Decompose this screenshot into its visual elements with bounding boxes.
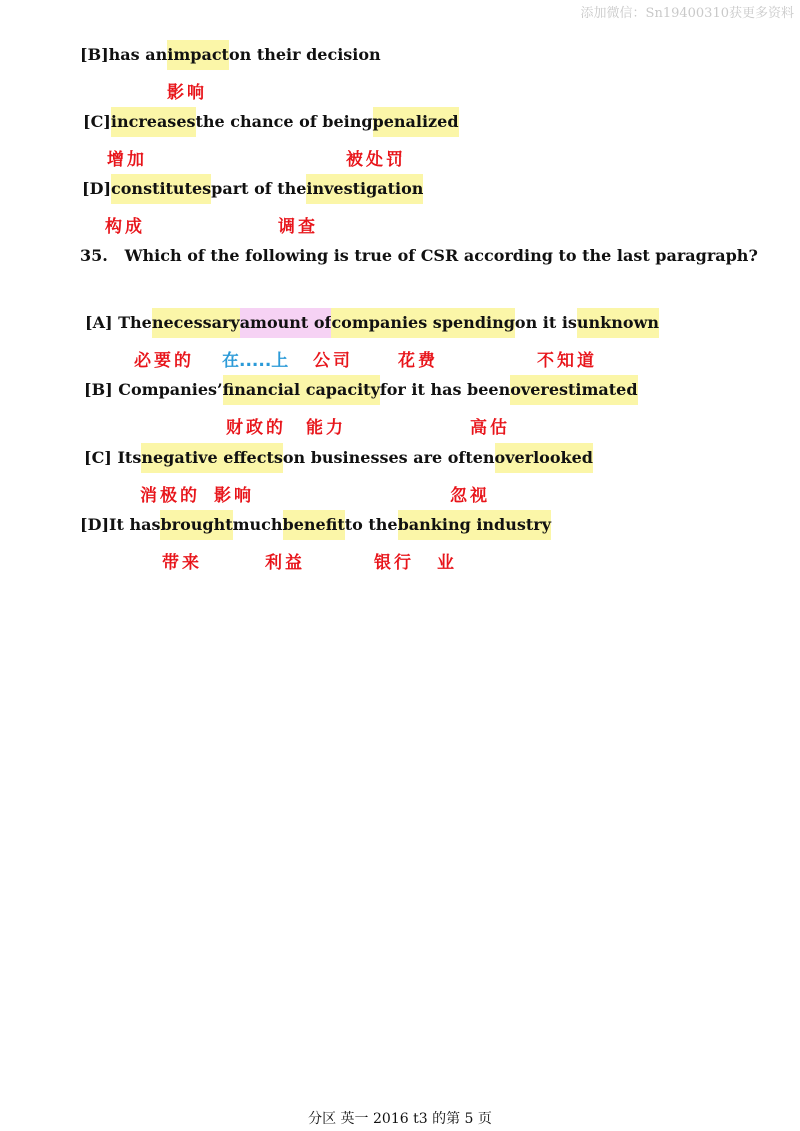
gloss-amount-of: 在.....上 — [222, 351, 289, 371]
highlighted-word: overestimated — [510, 375, 637, 405]
gloss-overlooked: 忽视 — [450, 486, 490, 506]
option-text: on businesses are often — [282, 448, 495, 467]
highlighted-word: brought — [160, 510, 232, 540]
option-text: [D] — [82, 179, 112, 198]
option-text: part of the — [211, 179, 307, 198]
option-text: [B]has an — [80, 45, 168, 64]
highlighted-word: impact — [167, 40, 229, 70]
highlighted-word: unknown — [577, 308, 659, 338]
gloss-financial: 财政的 — [226, 418, 286, 438]
gloss-brought: 带来 — [162, 553, 202, 573]
gloss-impact: 影响 — [167, 83, 207, 103]
gloss-overestimated: 高估 — [470, 418, 510, 438]
question-number: 35. — [80, 246, 108, 265]
watermark-text: 添加微信：Sn19400310获更多资料 — [580, 6, 794, 21]
option-text: [C] — [83, 112, 111, 131]
highlighted-word: penalized — [373, 107, 459, 137]
option-text: much — [232, 515, 283, 534]
gloss-negative: 消极的 — [140, 486, 200, 506]
option-b-q34 — [80, 40, 381, 70]
highlighted-word: increases — [111, 107, 196, 137]
option-text: for it has been — [379, 380, 511, 399]
option-text: [D]It has — [80, 515, 161, 534]
gloss-increases: 增加 — [107, 150, 147, 170]
gloss-benefit: 利益 — [265, 553, 305, 573]
gloss-capacity: 能力 — [306, 418, 346, 438]
option-text: [B] Companies’ — [84, 380, 223, 399]
highlighted-word: companies spending — [331, 308, 514, 338]
gloss-constitutes: 构成 — [105, 217, 145, 237]
highlighted-word: constitutes — [111, 174, 211, 204]
highlighted-word: banking industry — [398, 510, 551, 540]
option-text: [C] Its — [84, 448, 142, 467]
option-c-q34 — [83, 107, 459, 137]
highlighted-word: investigation — [306, 174, 423, 204]
highlighted-word: benefit — [283, 510, 345, 540]
gloss-effects: 影响 — [214, 486, 254, 506]
gloss-penalized: 被处罚 — [346, 150, 406, 170]
option-text: on it is — [514, 313, 577, 332]
option-a-q35 — [85, 308, 659, 338]
highlighted-word: overlooked — [495, 443, 593, 473]
option-d-q34 — [82, 174, 423, 204]
option-text: the chance of being — [195, 112, 373, 131]
highlighted-phrase-pink: amount of — [240, 308, 332, 338]
gloss-banking: 银行 — [374, 553, 414, 573]
option-c-q35 — [84, 443, 593, 473]
highlighted-word: necessary — [152, 308, 240, 338]
page-footer: 分区 英一 2016 t3 的第 5 页 — [308, 1111, 492, 1127]
gloss-companies: 公司 — [313, 351, 353, 371]
gloss-necessary: 必要的 — [134, 351, 194, 371]
option-text: to the — [344, 515, 398, 534]
question-stem: Which of the following is true of CSR according to the last paragraph? — [124, 246, 758, 265]
question-35 — [80, 241, 758, 271]
highlighted-word: financial capacity — [223, 375, 380, 405]
option-b-q35 — [84, 375, 638, 405]
gloss-investigation: 调查 — [278, 217, 318, 237]
highlighted-word: negative effects — [141, 443, 283, 473]
option-text: on their decision — [228, 45, 381, 64]
gloss-industry: 业 — [437, 553, 457, 573]
gloss-unknown: 不知道 — [537, 351, 597, 371]
option-text: [A] The — [85, 313, 152, 332]
gloss-spending: 花费 — [398, 351, 438, 371]
option-d-q35 — [80, 510, 551, 540]
